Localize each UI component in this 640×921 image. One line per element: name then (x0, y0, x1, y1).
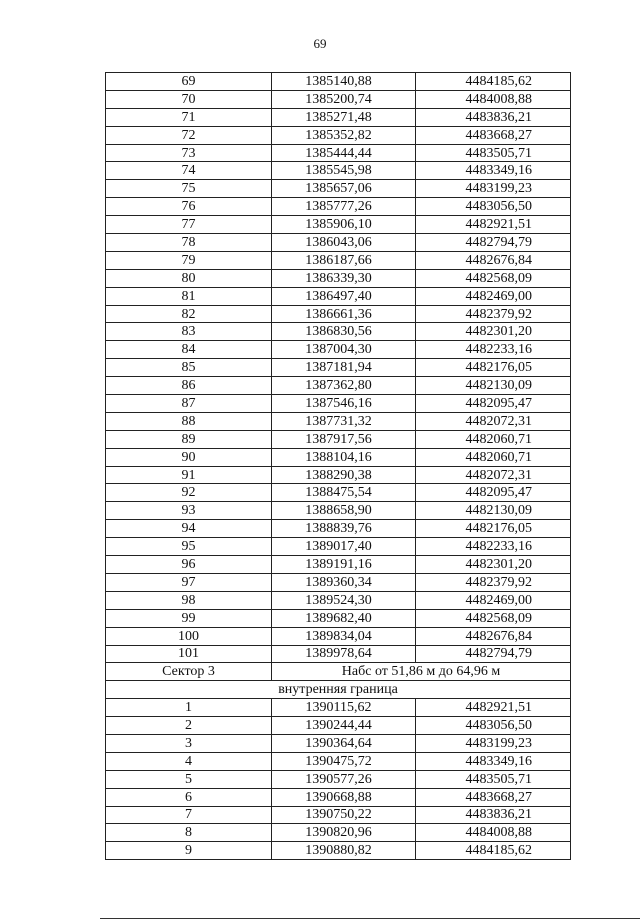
coordinate-y: 4482060,71 (416, 448, 571, 466)
coordinate-x: 1390115,62 (272, 699, 416, 717)
coordinate-y: 4482301,20 (416, 323, 571, 341)
coordinate-y: 4484185,62 (416, 73, 571, 91)
boundary-row (106, 681, 571, 699)
coordinate-x: 1390244,44 (272, 717, 416, 735)
point-number: 82 (106, 305, 272, 323)
point-number: 74 (106, 162, 272, 180)
point-number: 2 (106, 717, 272, 735)
point-number: 75 (106, 180, 272, 198)
coordinate-x: 1385200,74 (272, 90, 416, 108)
coordinate-x: 1389834,04 (272, 627, 416, 645)
coordinate-x: 1385777,26 (272, 198, 416, 216)
coordinate-x: 1389524,30 (272, 591, 416, 609)
coordinate-y: 4482794,79 (416, 234, 571, 252)
sector-row (106, 663, 571, 681)
coordinate-y: 4482379,92 (416, 573, 571, 591)
coordinate-y: 4482379,92 (416, 305, 571, 323)
coordinates-table (105, 72, 571, 860)
coordinate-y: 4483668,27 (416, 788, 571, 806)
coordinate-x: 1390475,72 (272, 752, 416, 770)
table-row (106, 806, 571, 824)
point-number: 101 (106, 645, 272, 663)
coordinate-x: 1387546,16 (272, 395, 416, 413)
table-row (106, 216, 571, 234)
table-row (106, 73, 571, 91)
table-row (106, 269, 571, 287)
table-row (106, 359, 571, 377)
table-row (106, 752, 571, 770)
point-number: 97 (106, 573, 272, 591)
coordinate-x: 1390668,88 (272, 788, 416, 806)
point-number: 90 (106, 448, 272, 466)
coordinate-y: 4482095,47 (416, 395, 571, 413)
coordinate-x: 1390364,64 (272, 734, 416, 752)
coordinate-y: 4482233,16 (416, 341, 571, 359)
coordinate-y: 4484185,62 (416, 842, 571, 860)
coordinate-x: 1387731,32 (272, 412, 416, 430)
point-number: 8 (106, 824, 272, 842)
point-number: 69 (106, 73, 272, 91)
table-row (106, 162, 571, 180)
table-row (106, 538, 571, 556)
coordinate-y: 4482176,05 (416, 359, 571, 377)
coordinate-y: 4482060,71 (416, 430, 571, 448)
table-row (106, 591, 571, 609)
coordinate-x: 1385352,82 (272, 126, 416, 144)
coordinate-x: 1386661,36 (272, 305, 416, 323)
coordinate-x: 1385545,98 (272, 162, 416, 180)
point-number: 4 (106, 752, 272, 770)
point-number: 81 (106, 287, 272, 305)
point-number: 80 (106, 269, 272, 287)
table-row (106, 448, 571, 466)
coordinate-x: 1390577,26 (272, 770, 416, 788)
coordinate-y: 4482921,51 (416, 699, 571, 717)
table-row (106, 788, 571, 806)
table-row (106, 520, 571, 538)
point-number: 85 (106, 359, 272, 377)
coordinate-x: 1390820,96 (272, 824, 416, 842)
point-number: 88 (106, 412, 272, 430)
table-row (106, 717, 571, 735)
table-row (106, 484, 571, 502)
point-number: 89 (106, 430, 272, 448)
point-number: 78 (106, 234, 272, 252)
coordinate-x: 1388290,38 (272, 466, 416, 484)
point-number: 3 (106, 734, 272, 752)
table-row (106, 824, 571, 842)
coordinate-y: 4483349,16 (416, 752, 571, 770)
coordinate-x: 1385657,06 (272, 180, 416, 198)
point-number: 96 (106, 556, 272, 574)
page-bottom-rule (100, 918, 640, 919)
coordinate-x: 1386497,40 (272, 287, 416, 305)
coordinate-x: 1389191,16 (272, 556, 416, 574)
coordinate-y: 4482233,16 (416, 538, 571, 556)
coordinate-x: 1388839,76 (272, 520, 416, 538)
coordinate-y: 4483199,23 (416, 180, 571, 198)
coordinate-x: 1389682,40 (272, 609, 416, 627)
point-number: 99 (106, 609, 272, 627)
table-row (106, 573, 571, 591)
point-number: 70 (106, 90, 272, 108)
point-number: 76 (106, 198, 272, 216)
coordinate-y: 4482469,00 (416, 287, 571, 305)
coordinate-y: 4484008,88 (416, 90, 571, 108)
coordinate-y: 4482176,05 (416, 520, 571, 538)
table-row (106, 126, 571, 144)
coordinate-x: 1388658,90 (272, 502, 416, 520)
sector-label: Сектор 3 (106, 663, 272, 681)
point-number: 95 (106, 538, 272, 556)
coordinate-x: 1388104,16 (272, 448, 416, 466)
point-number: 100 (106, 627, 272, 645)
point-number: 7 (106, 806, 272, 824)
coordinate-y: 4482676,84 (416, 251, 571, 269)
table-row (106, 502, 571, 520)
point-number: 91 (106, 466, 272, 484)
point-number: 72 (106, 126, 272, 144)
table-row (106, 305, 571, 323)
coordinate-x: 1385906,10 (272, 216, 416, 234)
table-row (106, 90, 571, 108)
table-row (106, 377, 571, 395)
coordinate-x: 1386187,66 (272, 251, 416, 269)
coordinate-y: 4482130,09 (416, 377, 571, 395)
table-row (106, 287, 571, 305)
boundary-label: внутренняя граница (106, 681, 571, 699)
point-number: 5 (106, 770, 272, 788)
table-row (106, 234, 571, 252)
table-row (106, 323, 571, 341)
coordinate-x: 1389978,64 (272, 645, 416, 663)
point-number: 92 (106, 484, 272, 502)
sector-height-range: Набс от 51,86 м до 64,96 м (272, 663, 571, 681)
coordinate-x: 1386830,56 (272, 323, 416, 341)
point-number: 6 (106, 788, 272, 806)
coordinate-x: 1385271,48 (272, 108, 416, 126)
coordinate-y: 4482469,00 (416, 591, 571, 609)
coordinate-x: 1387004,30 (272, 341, 416, 359)
table-row (106, 180, 571, 198)
point-number: 94 (106, 520, 272, 538)
page-number: 69 (313, 36, 327, 51)
coordinate-y: 4482130,09 (416, 502, 571, 520)
point-number: 71 (106, 108, 272, 126)
coordinate-y: 4483199,23 (416, 734, 571, 752)
table-row (106, 770, 571, 788)
point-number: 93 (106, 502, 272, 520)
coordinate-x: 1386339,30 (272, 269, 416, 287)
point-number: 73 (106, 144, 272, 162)
coordinate-y: 4482568,09 (416, 269, 571, 287)
table-row (106, 556, 571, 574)
coordinate-x: 1387917,56 (272, 430, 416, 448)
coordinate-y: 4482072,31 (416, 466, 571, 484)
table-row (106, 430, 571, 448)
table-row (106, 466, 571, 484)
point-number: 77 (106, 216, 272, 234)
coordinates-rows-outer (106, 73, 571, 663)
coordinate-y: 4482794,79 (416, 645, 571, 663)
point-number: 1 (106, 699, 272, 717)
table-row (106, 198, 571, 216)
coordinates-rows-inner (106, 699, 571, 860)
coordinate-y: 4484008,88 (416, 824, 571, 842)
point-number: 98 (106, 591, 272, 609)
coordinate-y: 4482301,20 (416, 556, 571, 574)
coordinate-y: 4482095,47 (416, 484, 571, 502)
coordinate-y: 4483836,21 (416, 806, 571, 824)
table-row (106, 251, 571, 269)
coordinate-x: 1388475,54 (272, 484, 416, 502)
coordinate-y: 4482568,09 (416, 609, 571, 627)
table-row (106, 609, 571, 627)
point-number: 86 (106, 377, 272, 395)
table-row (106, 412, 571, 430)
point-number: 84 (106, 341, 272, 359)
table-row (106, 645, 571, 663)
table-row (106, 108, 571, 126)
point-number: 79 (106, 251, 272, 269)
point-number: 9 (106, 842, 272, 860)
table-row (106, 395, 571, 413)
table-row (106, 699, 571, 717)
coordinate-y: 4482072,31 (416, 412, 571, 430)
coordinate-y: 4482676,84 (416, 627, 571, 645)
table-row (106, 627, 571, 645)
coordinate-y: 4483056,50 (416, 717, 571, 735)
table-row (106, 144, 571, 162)
coordinate-x: 1387181,94 (272, 359, 416, 377)
table-row (106, 341, 571, 359)
coordinate-y: 4483349,16 (416, 162, 571, 180)
coordinate-x: 1390750,22 (272, 806, 416, 824)
coordinate-x: 1390880,82 (272, 842, 416, 860)
coordinate-x: 1389017,40 (272, 538, 416, 556)
coordinate-x: 1389360,34 (272, 573, 416, 591)
coordinate-x: 1385444,44 (272, 144, 416, 162)
coordinate-y: 4483505,71 (416, 144, 571, 162)
sector-header (106, 663, 571, 699)
coordinate-x: 1385140,88 (272, 73, 416, 91)
coordinate-y: 4483056,50 (416, 198, 571, 216)
coordinate-x: 1386043,06 (272, 234, 416, 252)
point-number: 83 (106, 323, 272, 341)
table-row (106, 842, 571, 860)
table-row (106, 734, 571, 752)
coordinate-y: 4483505,71 (416, 770, 571, 788)
coordinate-x: 1387362,80 (272, 377, 416, 395)
point-number: 87 (106, 395, 272, 413)
coordinate-y: 4482921,51 (416, 216, 571, 234)
coordinate-y: 4483668,27 (416, 126, 571, 144)
coordinate-y: 4483836,21 (416, 108, 571, 126)
